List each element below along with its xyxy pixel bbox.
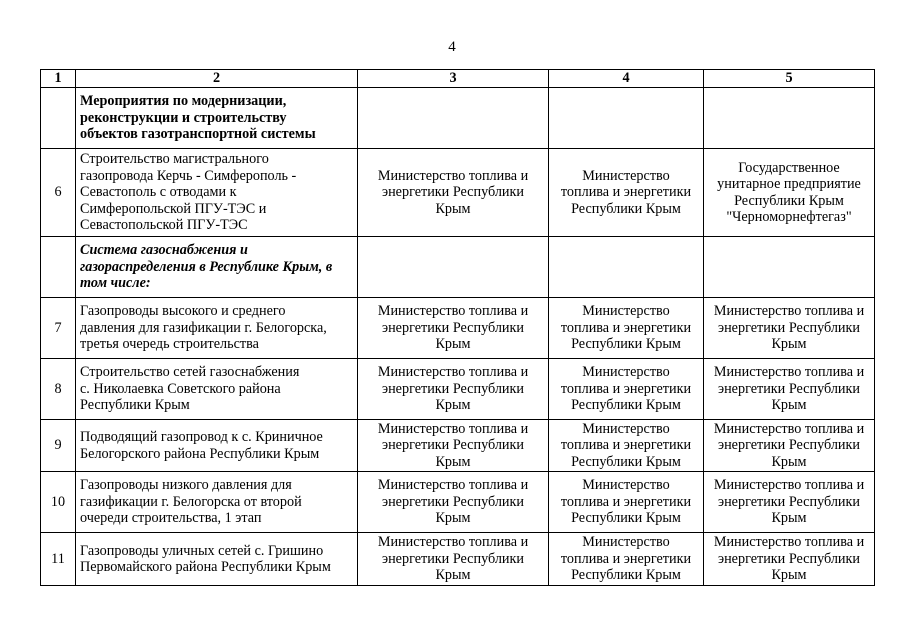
row-responsible-col3: Министерство топлива и энергетики Республики Крым: [358, 298, 549, 359]
row-number: 11: [41, 533, 76, 586]
table-row: [41, 472, 875, 533]
header-row: [41, 70, 875, 88]
row-responsible-col5: Министерство топлива и энергетики Республики Крым: [704, 420, 875, 472]
table-row: [41, 149, 875, 237]
row-responsible-col5: Государственное унитарное предприятие Республики Крым "Черноморнефтегаз": [704, 149, 875, 237]
header-col-4: 4: [549, 70, 704, 88]
section-num-cell: [41, 88, 76, 149]
row-responsible-col4: Министерство топлива и энергетики Республики Крым: [549, 298, 704, 359]
table-row: [41, 533, 875, 586]
row-responsible-col4: Министерство топлива и энергетики Республики Крым: [549, 359, 704, 420]
section-title-gas-supply: Система газоснабжения и газораспределения в Республике Крым, в том числе:: [76, 237, 358, 298]
row-responsible-col4: Министерство топлива и энергетики Республики Крым: [549, 420, 704, 472]
row-description: Газопроводы высокого и среднего давления для газификации г. Белогорска, третья очередь строительства: [76, 298, 358, 359]
row-number: 6: [41, 149, 76, 237]
header-col-1: 1: [41, 70, 76, 88]
row-number: 8: [41, 359, 76, 420]
empty-cell: [704, 88, 875, 149]
section-title-modernization: Мероприятия по модернизации, реконструкции и строительству объектов газотранспортной системы: [76, 88, 358, 149]
row-description: Строительство магистрального газопровода Керчь - Симферополь - Севастополь с отводами к Симферопольской ПГУ-ТЭС и Севастопольской ПГУ-ТЭС: [76, 149, 358, 237]
row-responsible-col3: Министерство топлива и энергетики Республики Крым: [358, 420, 549, 472]
empty-cell: [358, 88, 549, 149]
row-responsible-col4: Министерство топлива и энергетики Республики Крым: [549, 149, 704, 237]
empty-cell: [358, 237, 549, 298]
row-responsible-col4: Министерство топлива и энергетики Республики Крым: [549, 472, 704, 533]
row-number: 10: [41, 472, 76, 533]
row-description: Подводящий газопровод к с. Криничное Белогорского района Республики Крым: [76, 420, 358, 472]
section-num-cell: [41, 237, 76, 298]
row-responsible-col3: Министерство топлива и энергетики Республики Крым: [358, 149, 549, 237]
header-col-5: 5: [704, 70, 875, 88]
row-responsible-col5: Министерство топлива и энергетики Республики Крым: [704, 472, 875, 533]
row-responsible-col3: Министерство топлива и энергетики Республики Крым: [358, 359, 549, 420]
row-number: 7: [41, 298, 76, 359]
row-responsible-col4: Министерство топлива и энергетики Республики Крым: [549, 533, 704, 586]
row-responsible-col5: Министерство топлива и энергетики Республики Крым: [704, 533, 875, 586]
row-description: Строительство сетей газоснабжения с. Николаевка Советского района Республики Крым: [76, 359, 358, 420]
row-number: 9: [41, 420, 76, 472]
page-number: 4: [448, 39, 456, 55]
table-row: [41, 420, 875, 472]
header-col-2: 2: [76, 70, 358, 88]
row-responsible-col5: Министерство топлива и энергетики Республики Крым: [704, 359, 875, 420]
row-responsible-col5: Министерство топлива и энергетики Республики Крым: [704, 298, 875, 359]
section-row-modernization: [41, 88, 875, 149]
table-row: [41, 298, 875, 359]
row-responsible-col3: Министерство топлива и энергетики Республики Крым: [358, 533, 549, 586]
row-description: Газопроводы уличных сетей с. Гришино Первомайского района Республики Крым: [76, 533, 358, 586]
projects-table: [40, 69, 875, 586]
section-row-gas-supply: [41, 237, 875, 298]
row-responsible-col3: Министерство топлива и энергетики Республики Крым: [358, 472, 549, 533]
row-description: Газопроводы низкого давления для газификации г. Белогорска от второй очереди строительства, 1 этап: [76, 472, 358, 533]
empty-cell: [549, 237, 704, 298]
table-row: [41, 359, 875, 420]
empty-cell: [549, 88, 704, 149]
header-col-3: 3: [358, 70, 549, 88]
empty-cell: [704, 237, 875, 298]
